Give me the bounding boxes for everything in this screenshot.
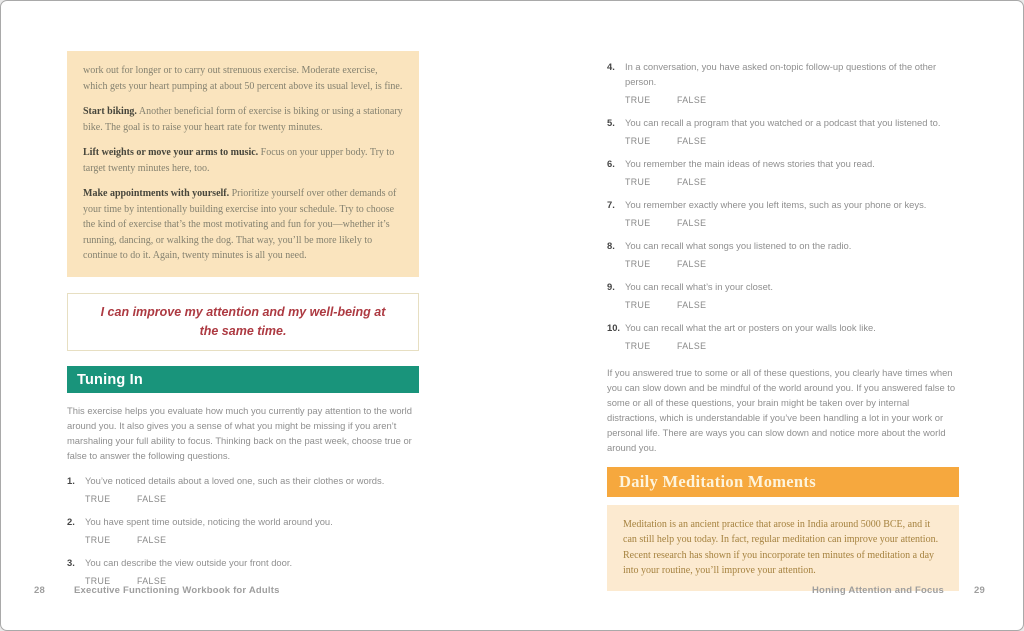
question-number: 9. xyxy=(607,281,615,292)
true-false-row xyxy=(67,535,419,545)
question-item xyxy=(67,514,419,529)
false-option: FALSE xyxy=(137,576,167,586)
question-item xyxy=(607,59,959,89)
question-text: You can recall what’s in your closet. xyxy=(625,281,773,292)
true-option: TRUE xyxy=(625,177,651,187)
question-number: 1. xyxy=(67,475,75,486)
exercise-paragraph xyxy=(83,145,403,176)
page-number-left: 28 xyxy=(34,585,45,596)
true-false-row xyxy=(607,259,959,269)
true-false-row xyxy=(607,341,959,351)
true-option: TRUE xyxy=(625,300,651,310)
question-item xyxy=(607,279,959,294)
false-option: FALSE xyxy=(677,95,707,105)
true-option: TRUE xyxy=(625,95,651,105)
question-text: You remember exactly where you left items, such as your phone or keys. xyxy=(625,199,927,210)
exercise-paragraph-text: Prioritize yourself over other demands of your time by intentionally building exercise into your schedule. Try to choose the kind of exercise that’s the most motivating and fun for you—whether it’s running, dancing, or walking the dog. That way, you’ll be more likely to continue to do it. Again, twenty minutes is all you need. xyxy=(83,188,397,261)
question-number: 6. xyxy=(607,158,615,169)
true-option: TRUE xyxy=(625,259,651,269)
question-number: 8. xyxy=(607,240,615,251)
question-text: You remember the main ideas of news stories that you read. xyxy=(625,158,875,169)
true-option: TRUE xyxy=(85,494,111,504)
question-number: 3. xyxy=(67,557,75,568)
question-text: You have spent time outside, noticing the world around you. xyxy=(85,516,333,527)
true-option: TRUE xyxy=(625,218,651,228)
meditation-note-box xyxy=(607,505,959,591)
question-text: In a conversation, you have asked on-topic follow-up questions of the other person. xyxy=(625,61,937,87)
intro-paragraph: This exercise helps you evaluate how much you currently pay attention to the world around you. It also gives you a sense of what you might be missing if you aren’t marshaling your full ability to focus. Thinking back on the past week, choose true or false to answer the following questions. xyxy=(67,405,412,461)
true-option: TRUE xyxy=(85,535,111,545)
question-item xyxy=(607,115,959,130)
question-text: You’ve noticed details about a loved one, such as their clothes or words. xyxy=(85,475,385,486)
question-text: You can recall a program that you watched or a podcast that you listened to. xyxy=(625,117,941,128)
section-header-tuning-in: Tuning In xyxy=(67,366,419,394)
exercise-paragraph-lead: Make appointments with yourself. xyxy=(83,188,230,199)
meditation-note-text: Meditation is an ancient practice that arose in India around 5000 BCE, and it can still help you today. In fact, regular meditation can improve your attention. Recent research has shown if you incorporate ten minutes of meditation a day into your routine, you’ll improve your attention. xyxy=(623,518,939,576)
true-option: TRUE xyxy=(85,576,111,586)
book-title: Executive Functioning Workbook for Adults xyxy=(73,585,280,596)
question-number: 10. xyxy=(607,322,621,333)
left-page-column xyxy=(67,51,419,586)
false-option: FALSE xyxy=(677,300,707,310)
true-false-row xyxy=(607,95,959,105)
question-text: You can describe the view outside your front door. xyxy=(85,557,293,568)
false-option: FALSE xyxy=(677,177,707,187)
question-item xyxy=(607,238,959,253)
exercise-paragraph xyxy=(83,63,403,94)
daily-meditation-banner: Daily Meditation Moments xyxy=(607,467,959,497)
exercise-paragraph xyxy=(83,186,403,264)
question-number: 4. xyxy=(607,61,615,72)
question-item xyxy=(607,197,959,212)
page-footer-left xyxy=(34,585,280,596)
exercise-paragraph-text: Focus on your upper body. Try to target twenty minutes here, too. xyxy=(83,147,395,174)
exercise-paragraph xyxy=(83,104,403,135)
results-paragraph: If you answered true to some or all of these questions, you clearly have times when you can slow down and be mindful of the world around you. If you answered false to some or all of these questions, your brain might be taken over by internal distractions, which is understandable if you’ve been handling a lot in your work or personal life. There are ways you can slow down and notice more about the world around you. xyxy=(607,367,956,453)
exercise-paragraph-lead: Start biking. xyxy=(83,106,137,117)
exercise-tips-box xyxy=(67,51,419,277)
affirmation-text: I can improve my attention and my well-being at the same time. xyxy=(100,304,386,338)
true-option: TRUE xyxy=(625,136,651,146)
question-item xyxy=(67,473,419,488)
true-false-row xyxy=(607,136,959,146)
page-number-right: 29 xyxy=(974,585,985,596)
true-option: TRUE xyxy=(625,341,651,351)
true-false-row xyxy=(607,177,959,187)
false-option: FALSE xyxy=(677,218,707,228)
false-option: FALSE xyxy=(137,494,167,504)
false-option: FALSE xyxy=(677,259,707,269)
true-false-row xyxy=(607,218,959,228)
question-number: 2. xyxy=(67,516,75,527)
true-false-row xyxy=(67,494,419,504)
page-footer-right xyxy=(812,585,985,596)
exercise-paragraph-text: work out for longer or to carry out strenuous exercise. Moderate exercise, which gets your heart pumping at about 50 percent above its usual level, is fine. xyxy=(83,65,403,92)
chapter-title: Honing Attention and Focus xyxy=(812,585,945,596)
affirmation-box xyxy=(67,293,419,351)
false-option: FALSE xyxy=(677,136,707,146)
false-option: FALSE xyxy=(137,535,167,545)
false-option: FALSE xyxy=(677,341,707,351)
exercise-paragraph-lead: Lift weights or move your arms to music. xyxy=(83,147,259,158)
question-item xyxy=(607,156,959,171)
question-number: 5. xyxy=(607,117,615,128)
right-page-column xyxy=(607,59,959,591)
question-text: You can recall what songs you listened to on the radio. xyxy=(625,240,852,251)
question-number: 7. xyxy=(607,199,615,210)
question-text: You can recall what the art or posters on your walls look like. xyxy=(625,322,876,333)
exercise-paragraph-text: Another beneficial form of exercise is biking or using a stationary bike. The goal is to raise your heart rate for twenty minutes. xyxy=(83,106,403,133)
true-false-row xyxy=(607,300,959,310)
question-item xyxy=(67,555,419,570)
question-item xyxy=(607,320,959,335)
